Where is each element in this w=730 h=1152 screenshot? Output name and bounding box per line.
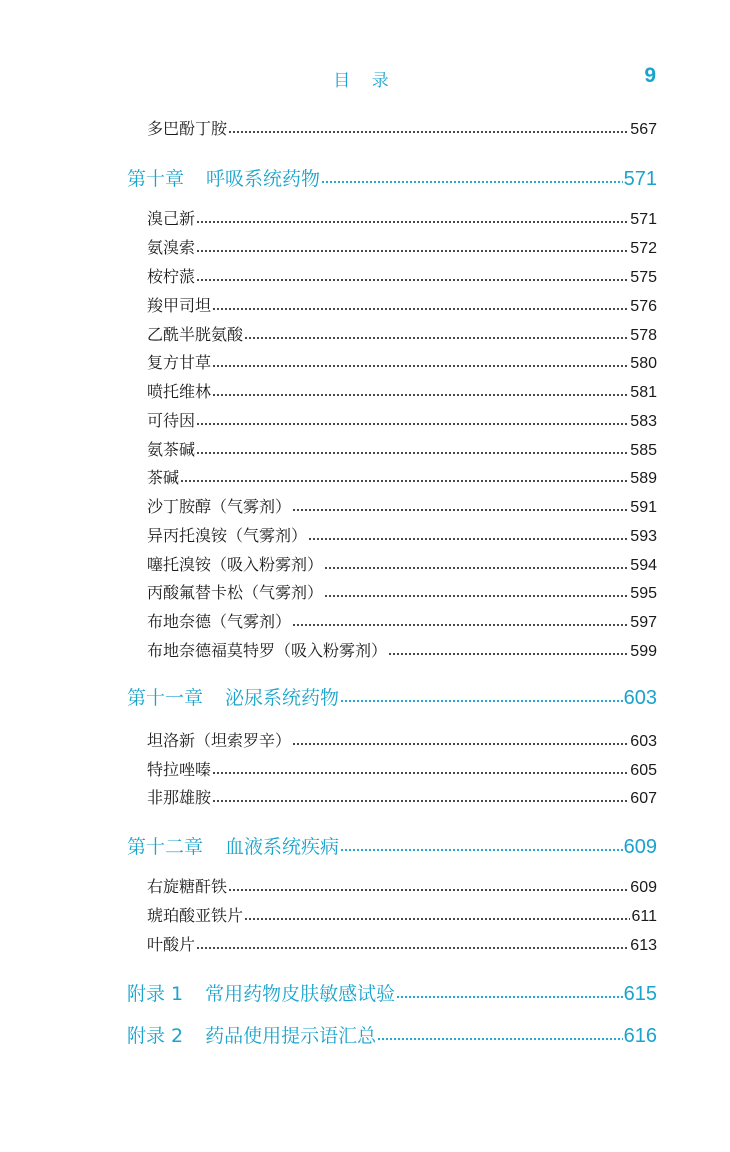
dot-leader — [196, 278, 629, 282]
toc-entry-row[interactable] — [147, 294, 657, 318]
toc-entry-row[interactable] — [147, 729, 657, 753]
toc-entry-row[interactable] — [147, 207, 657, 231]
dot-leader — [388, 652, 629, 656]
dot-leader — [196, 249, 629, 253]
chapter-title: 泌尿系统药物 — [225, 687, 340, 709]
toc-entry-row[interactable] — [147, 875, 657, 899]
toc-entry-row[interactable] — [147, 117, 657, 141]
dot-leader — [321, 180, 623, 184]
dot-leader — [292, 623, 629, 627]
toc-entry-row[interactable] — [147, 524, 657, 548]
chapter-title: 呼吸系统药物 — [206, 168, 321, 190]
page-ref: 589 — [630, 470, 657, 487]
entry-title: 沙丁胺醇（气雾剂） — [147, 497, 292, 516]
page-ref: 585 — [630, 442, 657, 459]
toc-entry-row[interactable] — [147, 933, 657, 957]
toc-entry-row[interactable] — [147, 495, 657, 519]
page-ref: 593 — [630, 528, 657, 545]
toc-entry-row[interactable] — [147, 466, 657, 490]
dot-leader — [292, 508, 629, 512]
toc-entry-row[interactable] — [147, 265, 657, 289]
toc-entry-row[interactable] — [147, 380, 657, 404]
entry-title: 茶碱 — [147, 468, 180, 487]
dot-leader — [324, 566, 629, 570]
page-ref: 607 — [630, 790, 657, 807]
page-ref: 611 — [631, 908, 657, 925]
toc-entry-row[interactable] — [147, 786, 657, 810]
page-ref: 595 — [630, 585, 657, 602]
toc-entry-row[interactable] — [147, 236, 657, 260]
dot-leader — [180, 479, 629, 483]
entry-title: 可待因 — [147, 411, 196, 430]
chapter-label: 附录 2 — [127, 1025, 184, 1047]
page-ref: 583 — [630, 413, 657, 430]
toc-chapter-row[interactable] — [127, 1021, 657, 1051]
page-ref: 578 — [630, 327, 657, 344]
page-ref: 609 — [630, 879, 657, 896]
entry-title: 多巴酚丁胺 — [147, 119, 228, 138]
dot-leader — [212, 799, 629, 803]
dot-leader — [228, 130, 629, 134]
dot-leader — [212, 364, 629, 368]
dot-leader — [196, 451, 629, 455]
page-ref: 576 — [630, 298, 657, 315]
entry-title: 叶酸片 — [147, 935, 196, 954]
entry-title: 桉柠蒎 — [147, 267, 196, 286]
toc-entry-row[interactable] — [147, 904, 657, 928]
page-ref: 572 — [630, 240, 657, 257]
page-ref: 571 — [630, 211, 657, 228]
entry-title: 羧甲司坦 — [147, 296, 212, 315]
dot-leader — [196, 220, 629, 224]
header-title: 目 录 — [333, 71, 397, 91]
dot-leader — [340, 848, 623, 852]
entry-title: 右旋糖酐铁 — [147, 877, 228, 896]
toc-chapter-row[interactable] — [127, 683, 657, 713]
dot-leader — [324, 594, 629, 598]
chapter-label: 附录 1 — [127, 983, 184, 1005]
chapter-title: 血液系统疾病 — [225, 836, 340, 858]
page-ref: 594 — [630, 557, 657, 574]
dot-leader — [212, 307, 629, 311]
entry-title: 氨溴索 — [147, 238, 196, 257]
page-ref: 571 — [623, 168, 657, 190]
entry-title: 非那雄胺 — [147, 788, 212, 807]
chapter-title: 常用药物皮肤敏感试验 — [205, 983, 396, 1005]
page-ref: 605 — [630, 762, 657, 779]
dot-leader — [196, 422, 629, 426]
page-number: 9 — [644, 64, 656, 87]
page-ref: 615 — [623, 983, 657, 1005]
dot-leader — [340, 699, 623, 703]
entry-title: 布地奈德（气雾剂） — [147, 612, 292, 631]
entry-title: 复方甘草 — [147, 353, 212, 372]
toc-entry-row[interactable] — [147, 610, 657, 634]
dot-leader — [212, 771, 629, 775]
toc-entry-row[interactable] — [147, 323, 657, 347]
entry-title: 丙酸氟替卡松（气雾剂） — [147, 583, 324, 602]
entry-title: 乙酰半胱氨酸 — [147, 325, 244, 344]
toc-entry-row[interactable] — [147, 553, 657, 577]
toc-entry-row[interactable] — [147, 639, 657, 663]
page-ref: 581 — [630, 384, 657, 401]
page-ref: 603 — [623, 687, 657, 709]
toc-entry-row[interactable] — [147, 758, 657, 782]
dot-leader — [396, 995, 622, 999]
entry-title: 异丙托溴铵（气雾剂） — [147, 526, 308, 545]
page-ref: 567 — [630, 121, 657, 138]
entry-title: 坦洛新（坦索罗辛） — [147, 731, 292, 750]
entry-title: 喷托维林 — [147, 382, 212, 401]
dot-leader — [377, 1037, 622, 1041]
page-ref: 609 — [623, 836, 657, 858]
toc-chapter-row[interactable] — [127, 832, 657, 862]
page-ref: 580 — [630, 355, 657, 372]
entry-title: 氨茶碱 — [147, 440, 196, 459]
chapter-label: 第十一章 — [127, 687, 204, 709]
chapter-title: 药品使用提示语汇总 — [205, 1025, 377, 1047]
toc-chapter-row[interactable] — [127, 979, 657, 1009]
chapter-label: 第十章 — [127, 168, 185, 190]
entry-title: 特拉唑嗪 — [147, 760, 212, 779]
dot-leader — [212, 393, 629, 397]
entry-title: 布地奈德福莫特罗（吸入粉雾剂） — [147, 641, 388, 660]
page-ref: 597 — [630, 614, 657, 631]
toc-entry-row[interactable] — [147, 438, 657, 462]
dot-leader — [244, 336, 629, 340]
page-ref: 599 — [630, 643, 657, 660]
dot-leader — [196, 946, 629, 950]
entry-title: 溴己新 — [147, 209, 196, 228]
page-ref: 591 — [630, 499, 657, 516]
toc-entry-row[interactable] — [147, 351, 657, 375]
dot-leader — [228, 888, 629, 892]
page-ref: 613 — [630, 937, 657, 954]
entry-title: 噻托溴铵（吸入粉雾剂） — [147, 555, 324, 574]
page-ref: 575 — [630, 269, 657, 286]
chapter-label: 第十二章 — [127, 836, 204, 858]
dot-leader — [308, 537, 629, 541]
toc-entry-row[interactable] — [147, 409, 657, 433]
dot-leader — [244, 917, 630, 921]
page-ref: 616 — [623, 1025, 657, 1047]
toc-entry-row[interactable] — [147, 581, 657, 605]
page-ref: 603 — [630, 733, 657, 750]
dot-leader — [292, 742, 629, 746]
toc-chapter-row[interactable] — [127, 164, 657, 194]
entry-title: 琥珀酸亚铁片 — [147, 906, 244, 925]
